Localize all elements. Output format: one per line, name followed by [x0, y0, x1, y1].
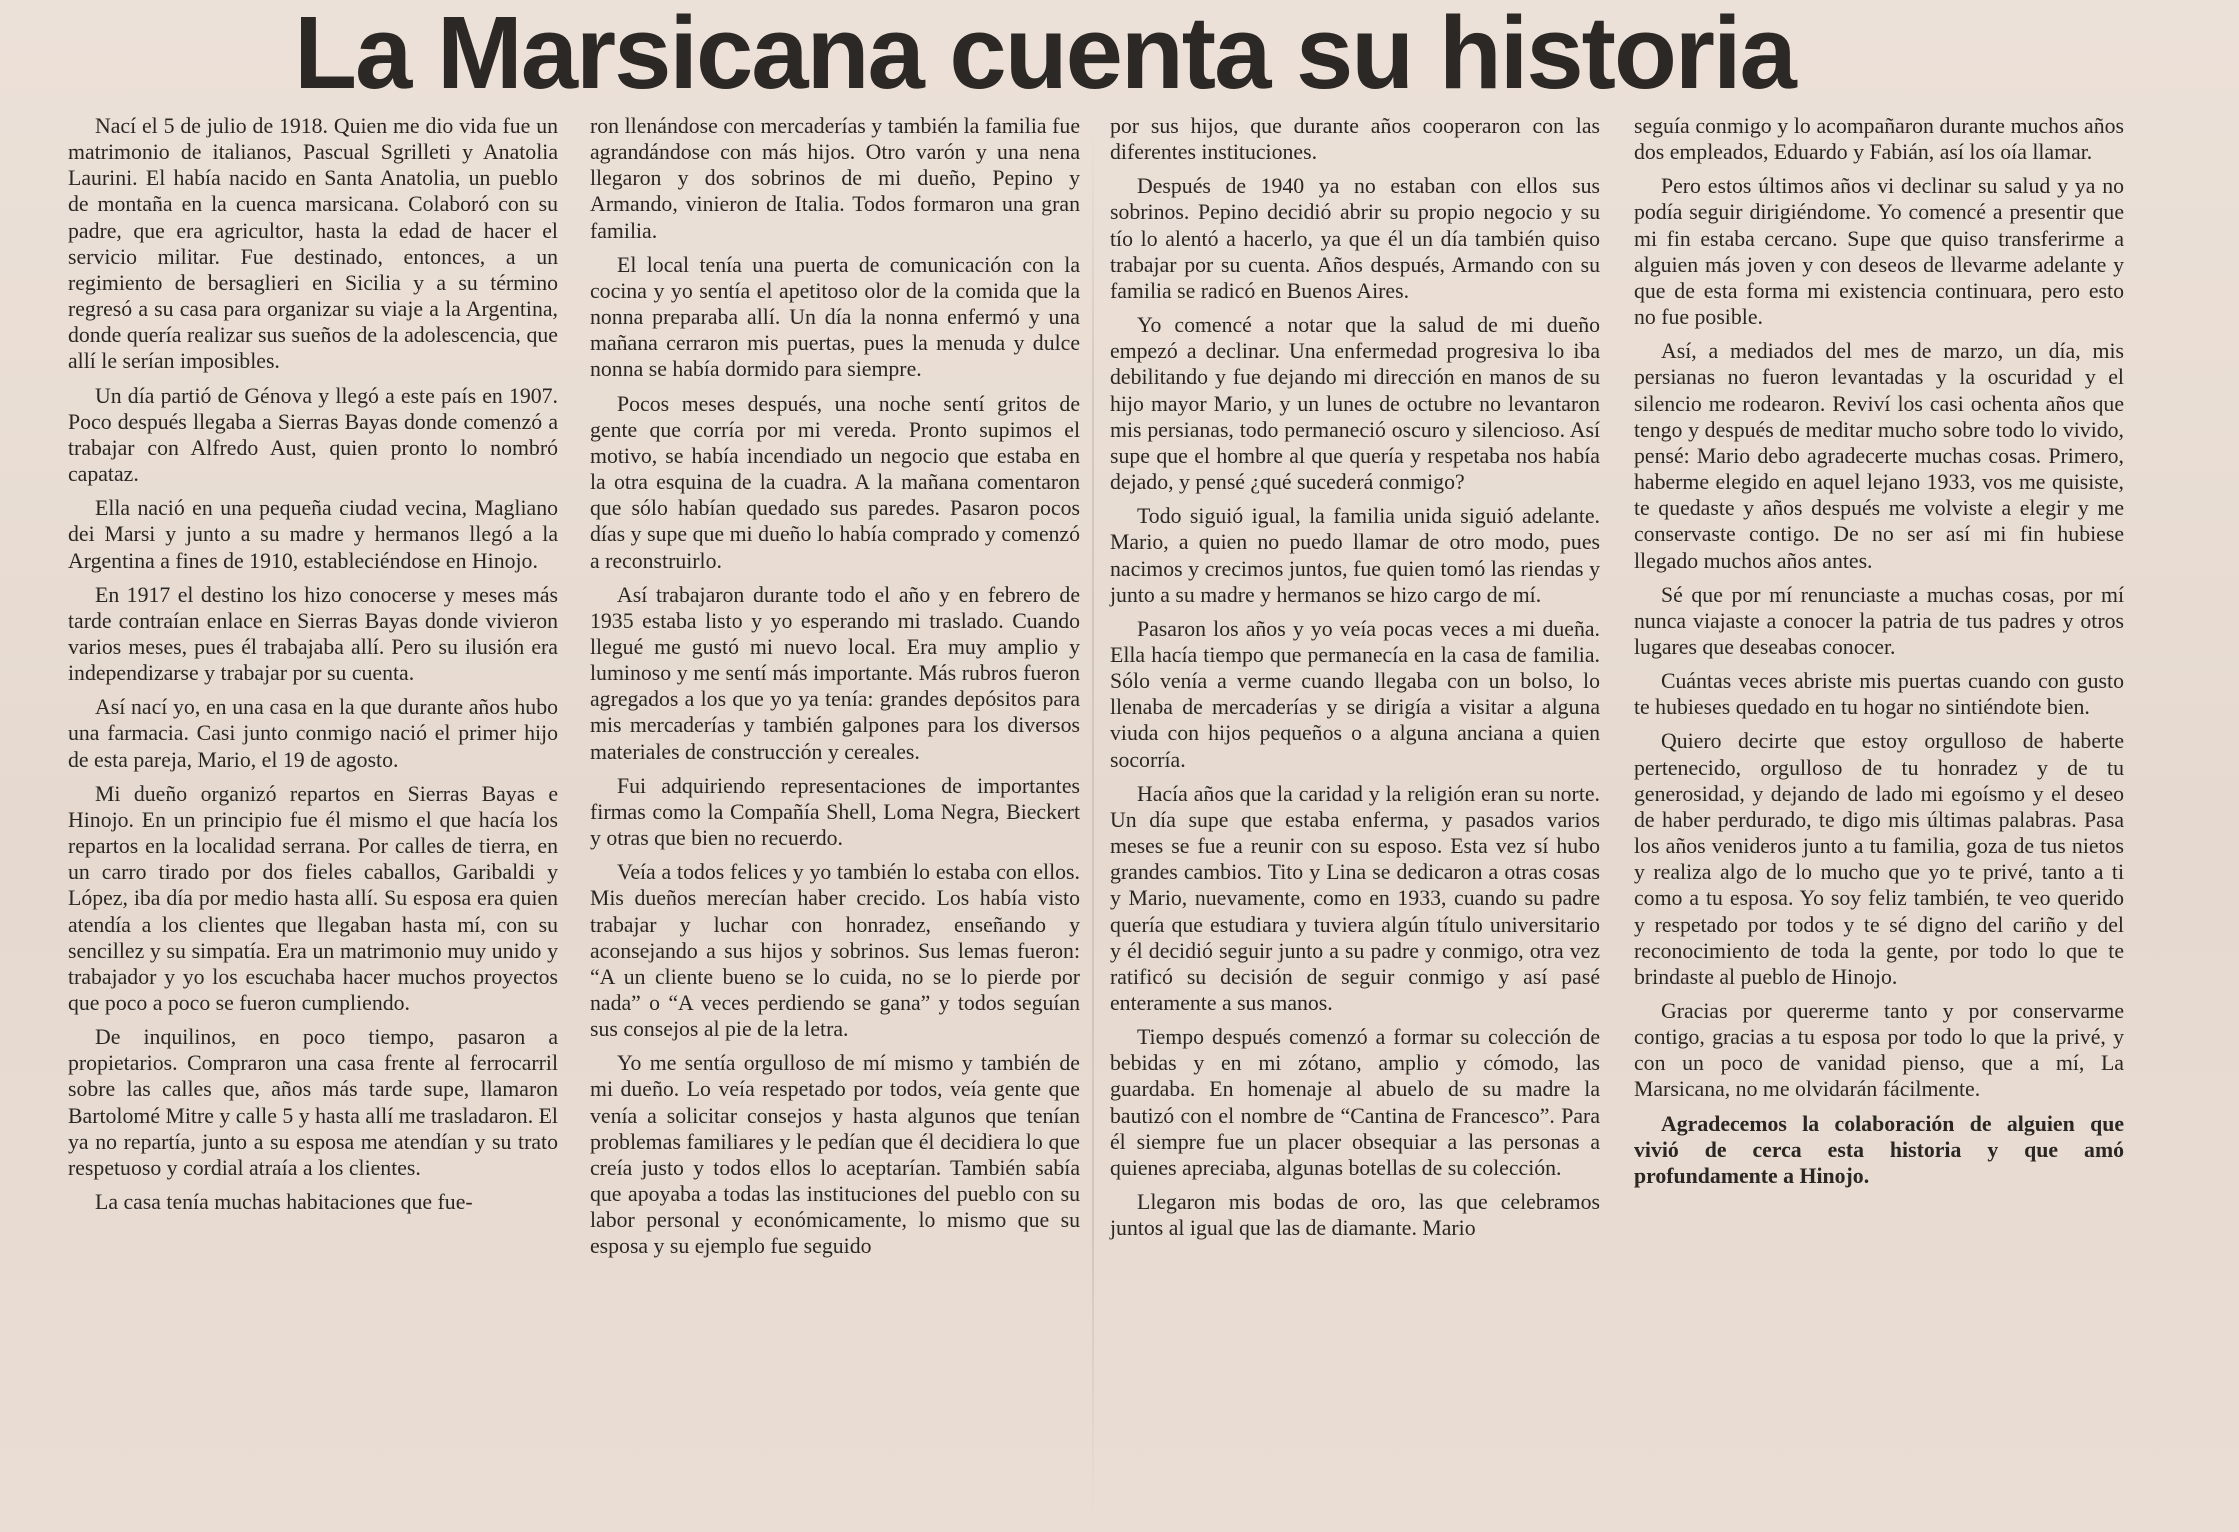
article-paragraph: Todo siguió igual, la familia unida siguió adelante. Mario, a quien no puedo llamar de otro modo, pues nacimos y crecimos juntos, fue quien tomó las riendas y junto a su madre y hermanos se hizo cargo de mí.	[1110, 504, 1600, 607]
article-paragraph: Después de 1940 ya no estaban con ellos sus sobrinos. Pepino decidió abrir su propio negocio y su tío lo alentó a hacerlo, ya que él un día también quiso trabajar por su cuenta. Años después, Armando con su familia se radicó en Buenos Aires.	[1110, 174, 1600, 303]
article-paragraph: Así, a mediados del mes de marzo, un día, mis persianas no fueron levantadas y la oscuridad y el silencio me rodearon. Reviví los casi ochenta años que tengo y después de meditar mucho sobre todo lo vivido, pensé: Mario debo agradecerte muchas cosas. Primero, haberme elegido en aquel lejano 1933, vos me quisiste, te quedaste y años después me volviste a elegir y me conservaste contigo. De no ser así mi fin hubiese llegado muchos años antes.	[1634, 339, 2124, 573]
article-paragraph: Tiempo después comenzó a formar su colección de bebidas y en mi zótano, amplio y cómodo, las guardaba. En homenaje al abuelo de su madre la bautizó con el nombre de “Cantina de Francesco”. Para él siempre fue un placer obsequiar a las personas a quienes apreciaba, algunas botellas de su colección.	[1110, 1025, 1600, 1180]
article-paragraph: Pocos meses después, una noche sentí gritos de gente que corría por mi vereda. Pronto supimos el motivo, se había incendiado un negocio que estaba en la otra esquina de la cuadra. A la mañana comentaron que sólo habían quedado sus paredes. Pasaron pocos días y supe que mi dueño lo había comprado y comenzó a reconstruirlo.	[590, 391, 1080, 573]
article-paragraph: Sé que por mí renunciaste a muchas cosas, por mí nunca viajaste a conocer la patria de tus padres y otros lugares que deseabas conocer.	[1634, 582, 2124, 659]
article-paragraph: En 1917 el destino los hizo conocerse y meses más tarde contraían enlace en Sierras Bayas donde vivieron varios meses, pues él trabajaba allí. Pero su ilusión era independizarse y trabajar por su cuenta.	[68, 582, 558, 686]
article-paragraph: Yo comencé a notar que la salud de mi dueño empezó a declinar. Una enfermedad progresiva lo iba debilitando y fue dejando mi dirección en manos de su hijo mayor Mario, y un lunes de octubre no levantaron mis persianas, todo permaneció oscuro y silencioso. Así supe que el hombre al que quería y respetaba nos había dejado, y pensé ¿qué sucederá conmigo?	[1110, 313, 1600, 495]
article-column-2	[590, 113, 1080, 1268]
article-paragraph: Pasaron los años y yo veía pocas veces a mi dueña. Ella hacía tiempo que permanecía en la casa de familia. Sólo venía a verme cuando llegaba con un bolso, lo llenaba de mercaderías y se dirigía a visitar a alguna viuda con hijos pequeños o a alguna anciana a quien socorría.	[1110, 616, 1600, 772]
article-paragraph: Quiero decirte que estoy orgulloso de haberte pertenecido, orgulloso de tu honradez y de tu generosidad, y dejando de lado mi egoísmo y el deseo de haber perdurado, te digo mis últimas palabras. Pasa los años venideros junto a tu familia, goza de tus nietos y realiza algo de lo mucho que yo te privé, tanto a ti como a tu esposa. Yo soy feliz también, te veo querido y respetado por todos y te sé digno del cariño y del reconocimiento de toda la gente, por todo lo que te brindaste al pueblo de Hinojo.	[1634, 729, 2124, 989]
article-paragraph: Pero estos últimos años vi declinar su salud y ya no podía seguir dirigiéndome. Yo comencé a presentir que mi fin estaba cercano. Supe que quiso transferirme a alguien más joven y con deseos de llevarme adelante y que de esta forma mi existencia continuara, pero esto no fue posible.	[1634, 174, 2124, 330]
article-paragraph: Nací el 5 de julio de 1918. Quien me dio vida fue un matrimonio de italianos, Pascual Sgrilleti y Anatolia Laurini. El había nacido en Santa Anatolia, un pueblo de montaña en la cuenca marsicana. Colaboró con su padre, que era agricultor, hasta la edad de hacer el servicio militar. Fue destinado, entonces, a un regimiento de bersaglieri en Sicilia y a su término regresó a su casa para organizar su viaje a la Argentina, donde quería realizar sus sueños de la adolescencia, que allí le serían imposibles.	[68, 114, 558, 374]
article-paragraph: Hacía años que la caridad y la religión eran su norte. Un día supe que estaba enferma, y pasados varios meses se fue a reunir con su esposo. Esta vez sí hubo grandes cambios. Tito y Lina se dedicaron a otras cosas y Mario, nuevamente, como en 1933, cuando su padre quería que estudiara y tuviera algún título universitario y él decidió seguir junto a su padre y conmigo, otra vez ratificó su decisión de seguir conmigo y así pasé enteramente a sus manos.	[1110, 781, 1600, 1015]
article-column-3	[1110, 113, 1600, 1249]
article-column-1	[68, 113, 558, 1223]
article-paragraph: Mi dueño organizó repartos en Sierras Bayas e Hinojo. En un principio fue él mismo el que hacía los repartos en la localidad serrana. Por calles de tierra, en un carro tirado por dos fieles caballos, Garibaldi y López, iba día por medio hasta allí. Su esposa era quien atendía a los clientes que llegaban hasta mí, con su sencillez y su simpatía. Era un matrimonio muy unido y trabajador y yo los escuchaba hacer muchos proyectos que poco a poco se fueron cumpliendo.	[68, 781, 558, 1015]
article-paragraph: Yo me sentía orgulloso de mí mismo y también de mi dueño. Lo veía respetado por todos, veía gente que venía a solicitar consejos y hasta algunos que tenían problemas familiares y le pedían que él decidiera lo que creía justo y todos ellos lo aceptarían. También sabía que apoyaba a todas las instituciones del pueblo con su labor personal y económicamente, lo mismo que su esposa y su ejemplo fue seguido	[590, 1051, 1080, 1259]
article-column-4	[1634, 113, 2124, 1197]
article-paragraph: Cuántas veces abriste mis puertas cuando con gusto te hubieses quedado en tu hogar no sintiéndote bien.	[1634, 669, 2124, 720]
article-paragraph: Fui adquiriendo representaciones de importantes firmas como la Compañía Shell, Loma Negra, Bieckert y otras que bien no recuerdo.	[590, 773, 1080, 851]
article-paragraph: por sus hijos, que durante años cooperaron con las diferentes instituciones.	[1110, 114, 1600, 165]
article-paragraph: Gracias por quererme tanto y por conservarme contigo, gracias a tu esposa por todo lo que la privé, y con un poco de vanidad pienso, que a mí, La Marsicana, no me olvidarán fácilmente.	[1634, 999, 2124, 1102]
article-paragraph: El local tenía una puerta de comunicación con la cocina y yo sentía el apetitoso olor de la comida que la nonna preparaba allí. Un día la nonna enfermó y una mañana cerraron mis puertas, pues la menuda y dulce nonna se había dormido para siempre.	[590, 252, 1080, 382]
headline: La Marsicana cuenta su historia	[294, 0, 1795, 110]
article-paragraph: seguía conmigo y lo acompañaron durante muchos años dos empleados, Eduardo y Fabián, así los oía llamar.	[1634, 114, 2124, 165]
article-paragraph: Veía a todos felices y yo también lo estaba con ellos. Mis dueños merecían haber crecido. Los había visto trabajar y luchar con honradez, enseñando y aconsejando a sus hijos y sobrinos. Sus lemas fueron: “A un cliente bueno se lo cuida, no se lo pierde por nada” o “A veces perdiendo se gana” y todos seguían sus consejos al pie de la letra.	[590, 860, 1080, 1042]
article-paragraph: Agradecemos la colaboración de alguien que vivió de cerca esta historia y que amó profundamente a Hinojo.	[1634, 1111, 2124, 1188]
article-paragraph: Un día partió de Génova y llegó a este país en 1907. Poco después llegaba a Sierras Bayas donde comenzó a trabajar con Alfredo Aust, quien pronto lo nombró capataz.	[68, 383, 558, 487]
article-paragraph: De inquilinos, en poco tiempo, pasaron a propietarios. Compraron una casa frente al ferrocarril sobre las calles que, años más tarde supe, llamaron Bartolomé Mitre y calle 5 y hasta allí me trasladaron. El ya no repartía, junto a su esposa me atendían y su trato respetuoso y cordial atraía a los clientes.	[68, 1025, 558, 1180]
article-paragraph: Llegaron mis bodas de oro, las que celebramos juntos al igual que las de diamante. Mario	[1110, 1190, 1600, 1241]
article-paragraph: Así trabajaron durante todo el año y en febrero de 1935 estaba listo y yo esperando mi traslado. Cuando llegué me gustó mi nuevo local. Era muy amplio y luminoso y me sentí más importante. Más rubros fueron agregados a los que yo ya tenía: grandes depósitos para mis mercaderías y también galpones para los diversos materiales de construcción y cereales.	[590, 582, 1080, 764]
article-paragraph: ron llenándose con mercaderías y también la familia fue agrandándose con más hijos. Otro varón y una nena llegaron y dos sobrinos de mi dueño, Pepino y Armando, vinieron de Italia. Todos formaron una gran familia.	[590, 114, 1080, 243]
article-paragraph: Así nací yo, en una casa en la que durante años hubo una farmacia. Casi junto conmigo nació el primer hijo de esta pareja, Mario, el 19 de agosto.	[68, 695, 558, 772]
article-paragraph: Ella nació en una pequeña ciudad vecina, Magliano dei Marsi y junto a su madre y hermanos llegó a la Argentina a fines de 1910, estableciéndose en Hinojo.	[68, 496, 558, 573]
paper-fold	[1092, 120, 1094, 1520]
article-paragraph: La casa tenía muchas habitaciones que fue-	[95, 1190, 473, 1215]
